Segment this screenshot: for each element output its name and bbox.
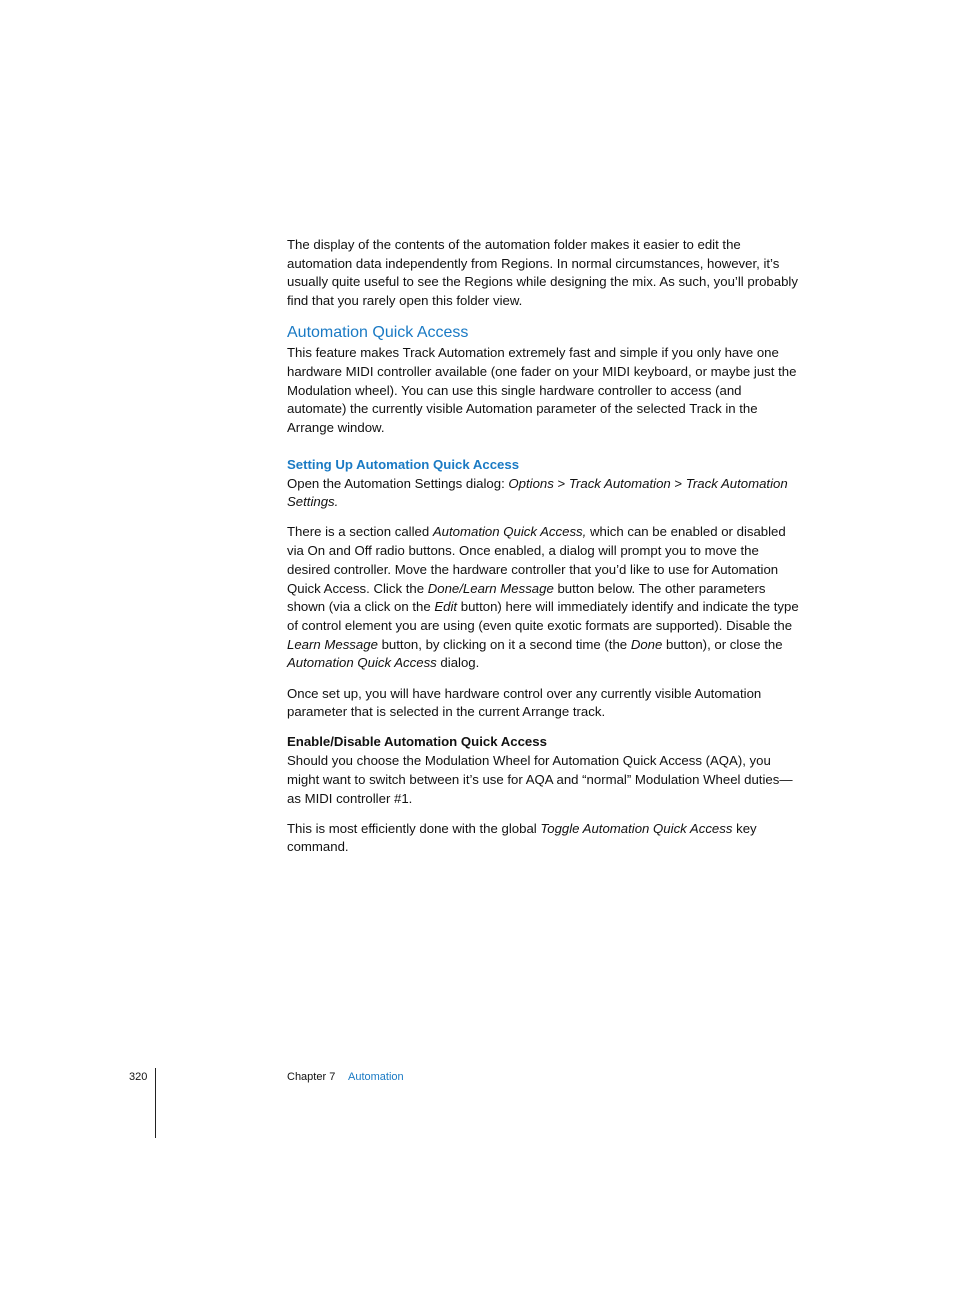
footer-chapter-title: Automation <box>348 1071 404 1083</box>
menu-track-automation-settings: Track Automation Settings. <box>287 475 788 510</box>
section-heading: Automation Quick Access <box>287 324 469 342</box>
text-run: button below. The other parameters shown (via a click on the <box>287 580 766 615</box>
page-number: 320 <box>129 1071 148 1083</box>
footer-divider <box>155 1068 156 1138</box>
menu-track-automation: Track Automation <box>568 475 671 491</box>
setup-text: Open the Automation Settings dialog: <box>287 475 509 491</box>
italic-run: Automation Quick Access <box>287 655 437 671</box>
text-run: button), or close the <box>662 636 783 652</box>
page-content <box>287 236 799 857</box>
text-run: button, by clicking on it a second time (the <box>377 636 631 652</box>
enable-paragraph: Should you choose the Modulation Wheel for Automation Quick Access (AQA), you might want to switch between it’s use for AQA and “normal” Modulation Wheel duties—as MIDI controller #1. <box>287 753 793 806</box>
text-run: which can be enabled or disabled via On and Off radio buttons. Once enabled, a dialog will prompt you to move the desired controller. Move the hardware controller that you’d like to use for Automation Quick Access. Click the <box>287 524 786 596</box>
text-run: key command. <box>287 820 757 855</box>
text-run: This is most efficiently done with the global <box>287 820 541 836</box>
italic-run: Toggle Automation Quick Access <box>540 820 733 836</box>
enable-heading: Enable/Disable Automation Quick Access <box>287 734 547 750</box>
section-paragraph: This feature makes Track Automation extremely fast and simple if you only have one hardware MIDI controller available (one fader on your MIDI keyboard, or maybe just the Modulation wheel). You can use this single hardware controller to access (and automate) the currently visible Automation parameter of the selected Track in the Arrange window. <box>287 345 797 436</box>
intro-paragraph: The display of the contents of the automation folder makes it easier to edit the automation data independently from Regions. In normal circumstances, however, it’s usually quite useful to see the Regions while designing the mix. As such, you’ll probably find that you rarely open this folder view. <box>287 237 798 309</box>
italic-run: Edit <box>434 599 458 615</box>
section-called-paragraph <box>287 523 799 673</box>
italic-run: Done/Learn Message <box>427 580 554 596</box>
setup-paragraph <box>287 475 799 512</box>
efficient-paragraph <box>287 820 799 857</box>
text-run: dialog. <box>436 655 480 671</box>
italic-run: Automation Quick Access, <box>432 524 587 540</box>
menu-separator: > <box>670 475 686 491</box>
once-setup-paragraph: Once set up, you will have hardware control over any currently visible Automation parameter that is selected in the current Arrange track. <box>287 685 762 720</box>
italic-run: Learn Message <box>287 636 378 652</box>
text-run: button) here will immediately identify and indicate the type of control element you are using (even quite exotic formats are supported). Disable the <box>287 599 799 633</box>
menu-separator: > <box>553 475 569 491</box>
subsection-heading: Setting Up Automation Quick Access <box>287 456 520 472</box>
text-run: There is a section called <box>287 524 433 540</box>
italic-run: Done <box>630 636 663 652</box>
footer-chapter-label: Chapter 7 <box>287 1071 336 1083</box>
menu-options: Options <box>508 475 554 491</box>
